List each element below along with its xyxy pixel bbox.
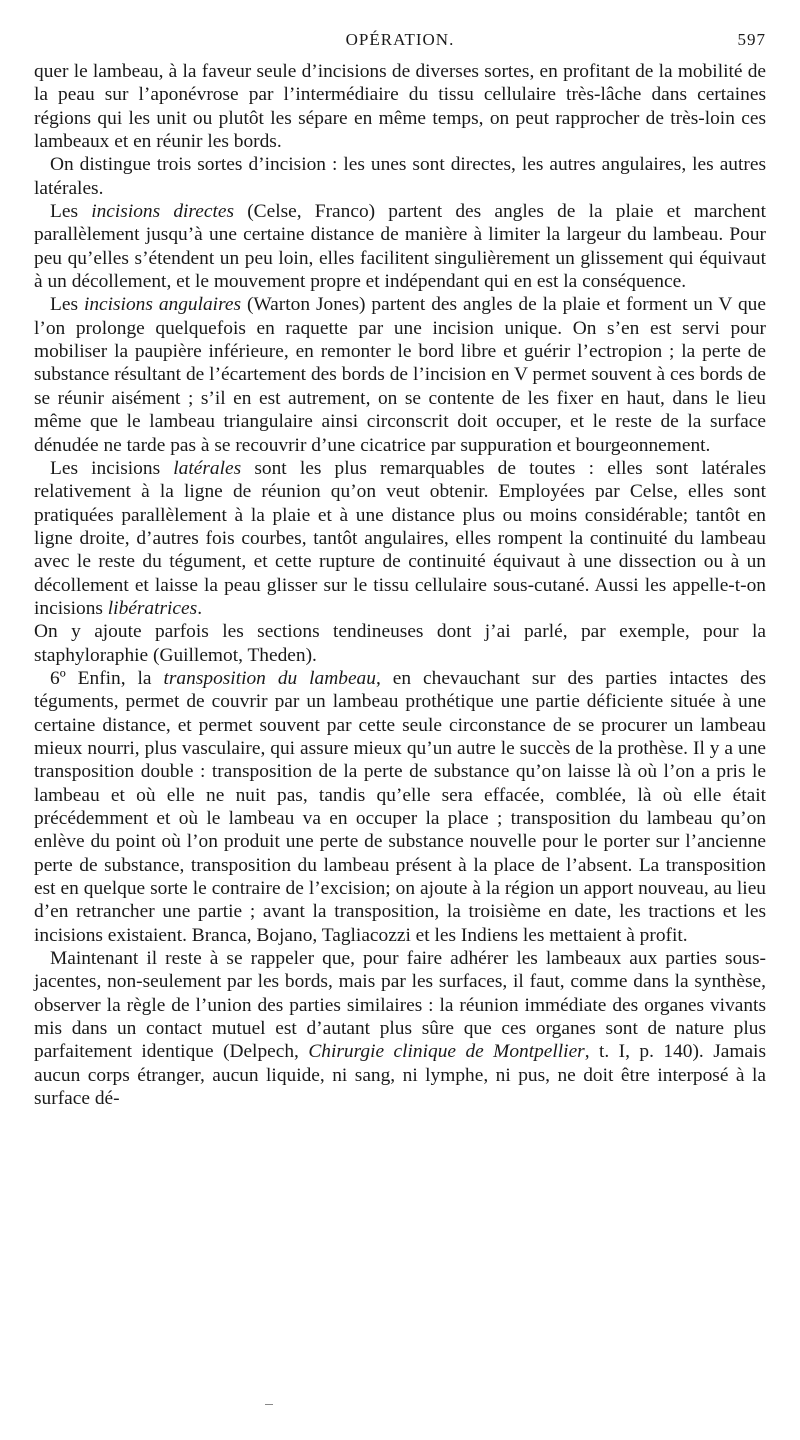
italic-term: transposition du lambeau bbox=[163, 667, 376, 689]
text-run: . bbox=[197, 597, 203, 619]
book-page bbox=[34, 0, 766, 1440]
text-run: Maintenant il reste à se rappeler que, pour faire adhérer les lambeaux aux parties sous-jacentes, non-seulement par les bords, mais par les surfaces, il faut, comme dans la synthèse, observer la règle de l’union des parties similaires : la réunion immédiate des organes vivants mis dans un contact mutuel est d’autant plus sûre que ces organes sont de nature plus parfaitement identique (Delpech, bbox=[34, 948, 766, 1063]
paragraph-7 bbox=[34, 667, 766, 947]
paragraph-5 bbox=[34, 457, 766, 620]
body-text bbox=[34, 60, 766, 1110]
italic-term: libératrices bbox=[107, 597, 198, 619]
footer-mark bbox=[265, 1404, 273, 1405]
italic-term: latérales bbox=[173, 457, 242, 479]
text-run: , en chevauchant sur des parties intactes des téguments, permet de couvrir par un lambeau prothétique une partie déficiente située à une certaine distance, et permet souvent par cette seule circonstance de se procurer un lambeau mieux nourri, plus vasculaire, qui assure mieux qu’un autre le succès de la prothèse. Il y a une transposition double : transposition de la perte de substance qu’on laisse là où l’on a pris le lambeau et où elle ne nuit pas, tandis qu’elle sera effacée, comblée, là où elle était précédemment et où le lambeau va en occuper la place ; transposition du lambeau qu’on enlève du point où l’on produit une perte de substance nouvelle pour le porter sur l’ancienne perte de substance, transposition du lambeau présent à la place de l’absent. La transposition est en quelque sorte le contraire de l’excision; on ajoute à la région un apport nouveau, au lieu d’en retrancher une partie ; avant la transposition, la troisième en date, les tractions et les incisions existaient. Branca, Bojano, Tagliacozzi et les Indiens les mettaient à profit. bbox=[34, 667, 766, 946]
text-run: On y ajoute parfois les sections tendineuses dont j’ai parlé, par exemple, pour la staphyloraphie (Guillemot, Theden). bbox=[34, 621, 766, 666]
running-header bbox=[34, 30, 766, 54]
text-run: sont les plus remarquables de toutes : elles sont latérales relativement à la ligne de réunion qu’on veut obtenir. Employées par Celse, elles sont pratiquées parallèlement à la plaie et à une distance plus ou moins considérable; tantôt en ligne droite, d’autres fois courbes, tantôt angulaires, elles rompent la continuité du lambeau avec le reste du tégument, et cette rupture de continuité équivaut à une dissection ou à un décollement et laisse la peau glisser sur le tissu cellulaire sous-cutané. Aussi les appelle-t-on incisions bbox=[34, 457, 766, 619]
text-run: (Warton Jones) partent des angles de la plaie et forment un V que l’on prolonge quelquefois en raquette par une incision unique. On s’en est servi pour mobiliser la paupière inférieure, en remonter le bord libre et guérir l’ectropion ; la perte de substance résultant de l’écartement des bords de l’incision en V permet souvent à ces bords de se réunir aisément ; s’il en est autrement, on se contente de les fixer en haut, dans le lieu même que le lambeau triangulaire ainsi circonscrit doit occuper, et le reste de la surface dénudée ne tarde pas à se recouvrir d’une cicatrice par suppuration et bourgeonnement. bbox=[34, 294, 766, 456]
text-run: 6º Enfin, la bbox=[50, 667, 164, 689]
running-title: OPÉRATION. bbox=[345, 30, 455, 49]
text-run: Les incisions bbox=[50, 457, 174, 479]
paragraph-1 bbox=[34, 60, 766, 153]
text-run: Les bbox=[50, 201, 92, 223]
page-number: 597 bbox=[737, 30, 766, 49]
paragraph-4 bbox=[34, 293, 766, 456]
italic-term: incisions directes bbox=[91, 201, 235, 223]
paragraph-6 bbox=[34, 620, 766, 667]
paragraph-2 bbox=[34, 153, 766, 200]
text-run: Les bbox=[50, 294, 84, 316]
paragraph-3 bbox=[34, 200, 766, 293]
text-run: quer le lambeau, à la faveur seule d’incisions de diverses sortes, en profitant de la mobilité de la peau sur l’aponévrose par l’intermédiaire du tissu cellulaire très-lâche dans certaines régions qui les unit ou plutôt les sépare en même temps, on peut rapprocher de très-loin ces lambeaux et en réunir les bords. bbox=[34, 61, 766, 153]
italic-term: incisions angulaires bbox=[83, 294, 242, 316]
paragraph-8 bbox=[34, 947, 766, 1110]
text-run: , t. I, p. 140). Jamais aucun corps étranger, aucun liquide, ni sang, ni lymphe, ni pus, ne doit être interposé à la surface dé- bbox=[34, 1041, 766, 1110]
text-run: (Celse, Franco) partent des angles de la plaie et marchent parallèlement jusqu’à une certaine distance de manière à limiter la largeur du lambeau. Pour peu qu’elles s’étendent un peu loin, elles facilitent singulièrement un glissement qui équivaut à un décollement, et le mouvement propre et indépendant qui en est la conséquence. bbox=[34, 201, 766, 293]
text-run: On distingue trois sortes d’incision : les unes sont directes, les autres angulaires, les autres latérales. bbox=[34, 154, 766, 199]
italic-citation: Chirurgie clinique de Montpellier bbox=[308, 1041, 585, 1063]
